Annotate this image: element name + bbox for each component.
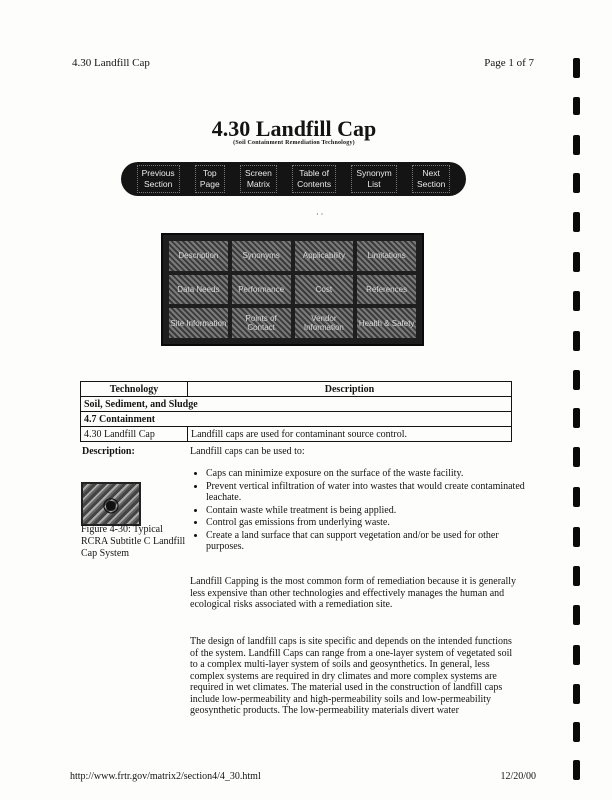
binder-mark [573,331,580,351]
table-row [81,427,512,442]
binder-mark [573,605,580,625]
page-title: 4.30 Landfill Cap [211,116,377,141]
matrix-cell-synonyms[interactable]: Synonyms [232,241,291,271]
technology-summary: Landfill caps are used for contaminant source control. [188,427,512,442]
matrix-cell-points-of-contact[interactable]: Points of Contact [232,308,291,338]
binder-mark [573,173,580,193]
list-item: • Caps can minimize exposure on the surface of the waste facility. [206,468,536,480]
binder-mark [573,97,580,115]
binder-mark [573,58,580,78]
description-label: Description: [82,446,135,457]
matrix-cell-applicability[interactable]: Applicability [295,241,354,271]
description-paragraph-1: Landfill Capping is the most common form of remediation because it is generally less expensive than other technologies and effectively manages the human and ecological risks associated with a remediation site. [190,576,517,610]
matrix-cell-performance[interactable]: Performance [232,275,291,305]
matrix-cell-data-needs[interactable]: Data Needs [169,275,228,305]
section-matrix [161,233,424,346]
figure-caption[interactable]: Figure 4-30: Typical RCRA Subtitle C Landfill Cap System [81,524,186,559]
list-item: • Contain waste while treatment is being applied. [206,505,536,517]
media-category: Soil, Sediment, and Sludge [81,397,512,412]
binder-mark [573,252,580,272]
synonym-list-button[interactable]: Synonym List [351,165,396,193]
matrix-cell-limitations[interactable]: Limitations [357,241,416,271]
description-lead: Landfill caps can be used to: [190,446,305,457]
binder-mark [573,212,580,232]
binder-mark [573,566,580,586]
technology-name: 4.30 Landfill Cap [81,427,188,442]
matrix-cell-health-safety[interactable]: Health & Safety [357,308,416,338]
footer-url: http://www.frtr.gov/matrix2/section4/4_30.html [70,771,261,782]
figure-thumbnail[interactable] [81,482,141,526]
next-section-button[interactable]: Next Section [412,165,450,193]
binder-mark [573,645,580,665]
table-of-contents-button[interactable]: Table of Contents [292,165,336,193]
list-item: • Prevent vertical infiltration of water into wastes that would create contaminated leachate. [206,481,536,504]
table-row [81,397,512,412]
matrix-cell-description[interactable]: Description [169,241,228,271]
binder-mark [573,408,580,428]
technology-category: 4.7 Containment [81,412,512,427]
table-header-row [81,382,512,397]
screen-matrix-button[interactable]: Screen Matrix [240,165,277,193]
binder-mark [573,370,580,390]
binder-mark [573,135,580,155]
previous-section-button[interactable]: Previous Section [137,165,180,193]
binder-mark [573,684,580,704]
technology-header: Technology [81,382,188,397]
spacer-dots: · · [316,210,324,219]
uses-list [190,468,536,554]
top-page-button[interactable]: Top Page [195,165,225,193]
page-subtitle: (Soil Containment Remediation Technology) [233,140,355,146]
binder-mark [573,722,580,742]
matrix-cell-site-information[interactable]: Site Information [169,308,228,338]
matrix-cell-references[interactable]: References [357,275,416,305]
binder-mark [573,291,580,311]
footer-date: 12/20/00 [500,771,536,782]
technology-table [80,381,512,442]
table-row [81,412,512,427]
camera-icon: ◉ [102,493,120,516]
header-title: 4.30 Landfill Cap [72,57,150,69]
binder-mark [573,760,580,780]
description-header: Description [188,382,512,397]
nav-bar [121,162,466,196]
binder-mark [573,447,580,467]
matrix-cell-vendor-information[interactable]: Vendor Information [295,308,354,338]
description-paragraph-2: The design of landfill caps is site specific and depends on the intended functions of the system. Landfill Caps can range from a one-layer system of vegetated soil to a complex multi-layer system of soils and geosynthetics. In general, less complex systems are required in dry climates and more complex systems are required in wet climates. The material used in the construction of landfill caps include low-permeability and high-permeability soils and low-permeability geosynthetic products. The low-permeability materials divert water [190,636,513,716]
binder-mark [573,527,580,547]
matrix-cell-cost[interactable]: Cost [295,275,354,305]
list-item: • Control gas emissions from underlying waste. [206,517,536,529]
list-item: • Create a land surface that can support vegetation and/or be used for other purposes. [206,530,536,553]
binder-mark [573,487,580,507]
page-indicator: Page 1 of 7 [484,57,534,69]
